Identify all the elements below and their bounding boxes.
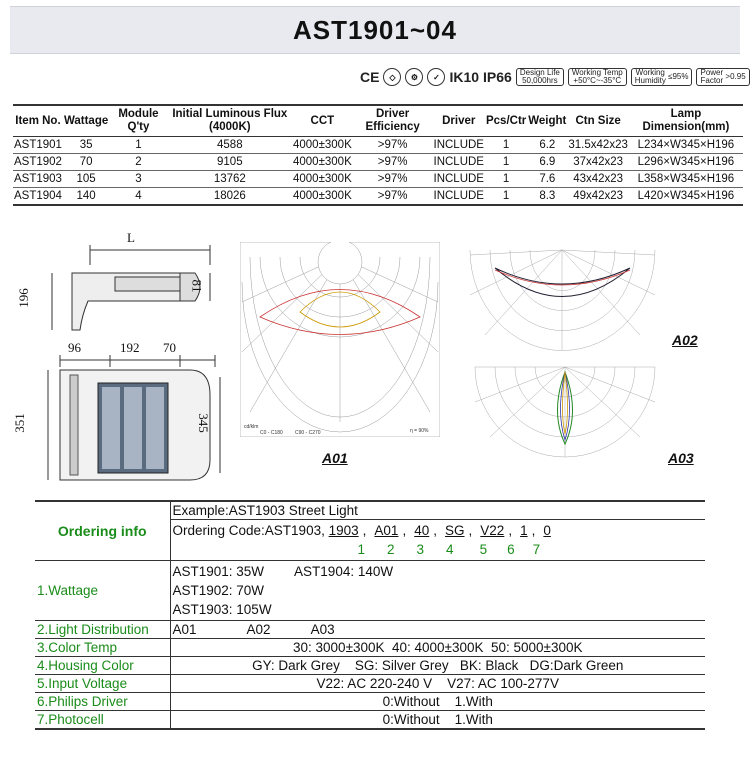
photocell-label: 7.Photocell — [35, 711, 170, 730]
ordering-code-number: 1 — [357, 542, 366, 557]
spec-header: Item No. — [13, 105, 63, 137]
spec-cell: >97% — [353, 171, 433, 188]
wattage-line-1 — [173, 562, 704, 581]
a02-polar-diagram — [465, 240, 660, 352]
spec-cell: AST1903 — [13, 171, 63, 188]
spec-cell: 1 — [109, 137, 167, 154]
spec-header: Driver Efficiency — [353, 105, 433, 137]
ordering-code-part: 1 — [520, 523, 528, 538]
a01-polar-diagram — [240, 242, 440, 437]
dim-192: 192 — [120, 340, 140, 355]
ordering-code-part: 0 — [543, 523, 551, 538]
ik-rating: IK10 — [449, 69, 480, 85]
spec-cell: AST1901 — [13, 137, 63, 154]
pf-label: Power Factor — [700, 68, 724, 85]
spec-cell: 35 — [63, 137, 109, 154]
spec-header: Module Q'ty — [109, 105, 167, 137]
design-life-badge: Design Life 50,000hrs — [516, 68, 564, 86]
ordering-code-number: 2 — [387, 542, 395, 557]
spec-cell: AST1904 — [13, 188, 63, 205]
spec-cell: L234×W345×H196 — [629, 137, 743, 154]
a01-legend2: C90 - C270 — [295, 430, 321, 436]
a03-polar-diagram — [470, 362, 660, 462]
comma: , — [402, 523, 407, 538]
a01-unit: cd/klm — [244, 424, 259, 430]
color-temp-values: 30: 3000±300K 40: 4000±300K 50: 5000±300K — [170, 639, 705, 657]
spec-cell: 13762 — [168, 171, 292, 188]
spec-cell: 4000±300K — [292, 137, 353, 154]
spec-cell: 2 — [109, 154, 167, 171]
ordering-code-part: SG — [445, 523, 465, 538]
spec-cell: 7.6 — [527, 171, 567, 188]
spec-cell: AST1902 — [13, 154, 63, 171]
comma: , — [362, 523, 367, 538]
wattage-ast1904: AST1904: 140W — [294, 564, 394, 579]
ordering-code-part: A01 — [374, 523, 399, 538]
a02-label: A02 — [672, 332, 698, 348]
spec-cell: L420×W345×H196 — [629, 188, 743, 205]
ordering-code-part: 1903 — [328, 523, 359, 538]
wattage-values — [170, 561, 705, 621]
comma: , — [508, 523, 513, 538]
dim-81: 81 — [189, 279, 205, 293]
comma: , — [433, 523, 438, 538]
ordering-code-part: 40 — [414, 523, 430, 538]
spec-cell: 8.3 — [527, 188, 567, 205]
spec-row — [13, 171, 743, 188]
spec-cell: 140 — [63, 188, 109, 205]
ordering-code-number: 4 — [446, 542, 454, 557]
ordering-code-parts — [329, 523, 555, 538]
spec-header: Ctn Size — [567, 105, 628, 137]
spec-cell: 37x42x23 — [567, 154, 628, 171]
dim-351: 351 — [11, 413, 27, 433]
ordering-code-numbers — [173, 540, 704, 559]
spec-cell: 4588 — [168, 137, 292, 154]
dim-70: 70 — [163, 340, 176, 355]
comma: , — [531, 523, 536, 538]
spec-cell: 4000±300K — [292, 188, 353, 205]
light-opt-a03: A03 — [310, 622, 335, 637]
light-distribution-label: 2.Light Distribution — [35, 621, 170, 639]
spec-row — [13, 188, 743, 205]
spec-header: CCT — [292, 105, 353, 137]
humidity-label: Working Humidity — [634, 68, 666, 85]
spec-cell: 1 — [485, 188, 527, 205]
working-temp-badge: Working Temp +50°C~-35°C — [568, 68, 627, 86]
light-opt-a02: A02 — [246, 622, 271, 637]
spec-cell: 6.2 — [527, 137, 567, 154]
spec-cell: INCLUDE — [433, 137, 485, 154]
ce-mark: CE — [360, 69, 380, 85]
wattage-ast1902: AST1902: 70W — [172, 583, 265, 598]
a03-label: A03 — [668, 450, 694, 466]
humidity-value: ≤95% — [668, 72, 689, 81]
housing-color-label: 4.Housing Color — [35, 657, 170, 675]
a01-label: A01 — [322, 450, 348, 466]
rohs-icon: ⚙ — [405, 68, 423, 86]
ordering-code-cell — [170, 520, 705, 561]
spec-cell: INCLUDE — [433, 171, 485, 188]
philips-driver-label: 6.Philips Driver — [35, 693, 170, 711]
spec-cell: >97% — [353, 154, 433, 171]
ordering-code-prefix: Ordering Code:AST1903, — [172, 523, 325, 538]
spec-cell: 4000±300K — [292, 171, 353, 188]
wattage-label: 1.Wattage — [35, 561, 170, 621]
spec-cell: 1 — [485, 154, 527, 171]
spec-cell: 6.9 — [527, 154, 567, 171]
a01-legend1: C0 - C180 — [260, 430, 283, 436]
spec-cell: INCLUDE — [433, 188, 485, 205]
spec-cell: L358×W345×H196 — [629, 171, 743, 188]
spec-header: Weight — [527, 105, 567, 137]
spec-cell: >97% — [353, 188, 433, 205]
ordering-example: Example:AST1903 Street Light — [170, 501, 705, 520]
spec-cell: 43x42x23 — [567, 171, 628, 188]
spec-header: Initial Luminous Flux (4000K) — [168, 105, 292, 137]
input-voltage-values: V22: AC 220-240 V V27: AC 100-277V — [170, 675, 705, 693]
pf-value: >0.95 — [725, 72, 746, 81]
spec-cell: 31.5x42x23 — [567, 137, 628, 154]
dim-196: 196 — [15, 288, 31, 308]
spec-cell: 3 — [109, 171, 167, 188]
ordering-code-number: 7 — [532, 542, 541, 557]
light-distribution-values — [170, 621, 705, 639]
spec-cell: 105 — [63, 171, 109, 188]
spec-cell: 18026 — [168, 188, 292, 205]
philips-driver-values: 0:Without 1.With — [170, 693, 705, 711]
ordering-code-number: 3 — [416, 542, 425, 557]
spec-cell: 1 — [485, 137, 527, 154]
cert-badge-icon: ✓ — [427, 68, 445, 86]
wattage-ast1903: AST1903: 105W — [172, 602, 272, 617]
ordering-code-line — [173, 521, 704, 540]
ip-rating: IP66 — [483, 69, 512, 85]
spec-cell: 4000±300K — [292, 154, 353, 171]
spec-cell: 9105 — [168, 154, 292, 171]
spec-row — [13, 154, 743, 171]
photocell-values: 0:Without 1.With — [170, 711, 705, 730]
power-factor-badge — [696, 68, 749, 86]
ordering-code-number: 5 — [479, 542, 488, 557]
spec-cell: 49x42x23 — [567, 188, 628, 205]
spec-header: Wattage — [63, 105, 109, 137]
comma: , — [468, 523, 473, 538]
spec-header: Lamp Dimension(mm) — [629, 105, 743, 137]
color-temp-label: 3.Color Temp — [35, 639, 170, 657]
spec-row — [13, 137, 743, 154]
dim-L: L — [127, 230, 135, 245]
housing-color-values: GY: Dark Grey SG: Silver Grey BK: Black DG:Dark Green — [170, 657, 705, 675]
ordering-table — [35, 500, 705, 730]
light-opt-a01: A01 — [172, 622, 197, 637]
ordering-code-number: 6 — [507, 542, 515, 557]
ordering-code-part: V22 — [480, 523, 505, 538]
spec-cell: 1 — [485, 171, 527, 188]
input-voltage-label: 5.Input Voltage — [35, 675, 170, 693]
page-title: AST1901~04 — [293, 14, 457, 45]
cert-row — [360, 68, 750, 86]
spec-cell: 70 — [63, 154, 109, 171]
a01-eff: η = 90% — [410, 428, 429, 434]
humidity-badge — [631, 68, 693, 86]
title-banner — [10, 6, 740, 54]
spec-cell: 4 — [109, 188, 167, 205]
wattage-ast1901: AST1901: 35W — [172, 564, 265, 579]
spec-table — [13, 104, 743, 206]
spec-header: Driver — [433, 105, 485, 137]
spec-cell: >97% — [353, 137, 433, 154]
spec-cell: INCLUDE — [433, 154, 485, 171]
spec-header: Pcs/Ctr — [485, 105, 527, 137]
spec-cell: L296×W345×H196 — [629, 154, 743, 171]
class-icon: ◇ — [383, 68, 401, 86]
dim-345: 345 — [195, 413, 211, 433]
dim-96: 96 — [68, 340, 81, 355]
ordering-label: Ordering info — [35, 501, 170, 561]
